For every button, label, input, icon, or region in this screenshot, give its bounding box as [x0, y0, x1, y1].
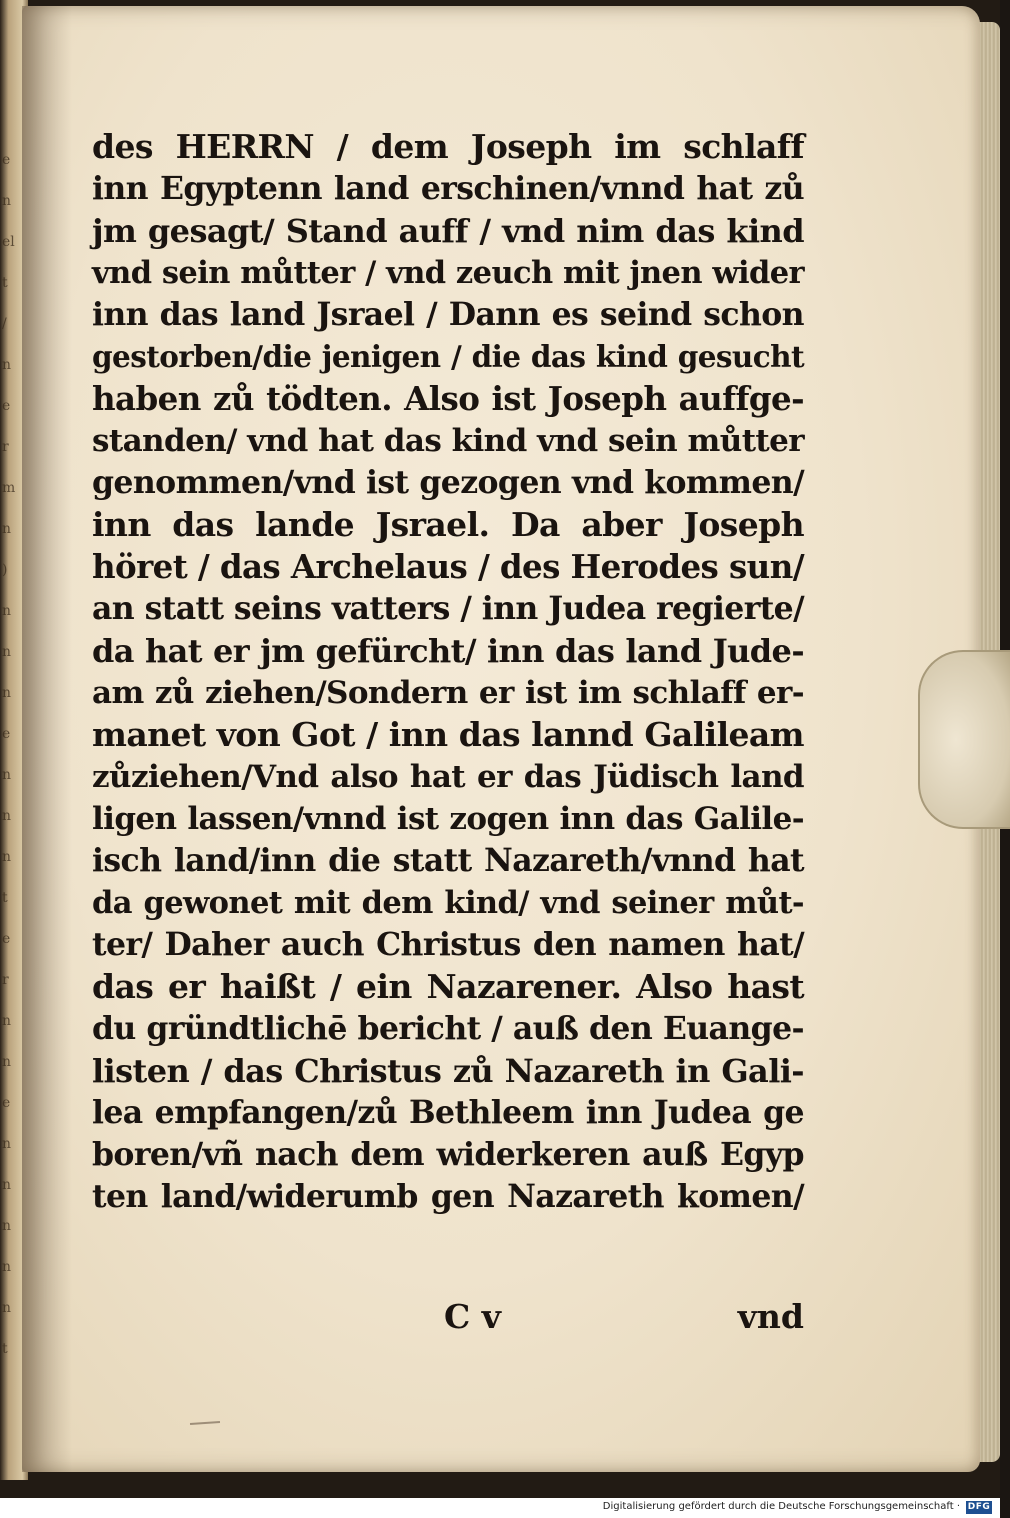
text-line: listen / das Christus zů Nazareth in Gali-	[92, 1052, 804, 1090]
text-line: höret / das Archelaus / des Herodes sun/	[92, 547, 804, 586]
footer-bar	[0, 1498, 1000, 1518]
text-line: lea empfangen/zů Bethleem inn Judea ge	[92, 1094, 804, 1131]
catchword: vnd	[737, 1297, 804, 1336]
text-line: ligen lassen/vnnd ist zogen inn das Galile-	[92, 801, 804, 837]
text-line: haben zů tödten. Also ist Joseph auffge-	[92, 379, 804, 418]
text-line: vnd sein můtter / vnd zeuch mit jnen wider	[92, 255, 804, 291]
text-line: inn das lande Jsrael. Da aber Joseph	[92, 505, 804, 544]
text-line: das er haißt / ein Nazarener. Also hast	[92, 967, 804, 1006]
text-line: da gewonet mit dem kind/ vnd seiner můt-	[92, 885, 804, 921]
text-line: des HERRN / dem Joseph im schlaff	[92, 127, 804, 166]
text-line: boren/vñ nach dem widerkeren auß Egyp	[92, 1136, 804, 1173]
text-line: zůziehen/Vnd also hat er das Jüdisch land	[92, 759, 804, 795]
text-line: gestorben/die jenigen / die das kind gesucht	[92, 339, 804, 374]
text-line: genommen/vnd ist gezogen vnd kommen/	[92, 464, 804, 501]
text-line: manet von Got / inn das lannd Galileam	[92, 715, 804, 754]
text-line: da hat er jm gefürcht/ inn das land Jude-	[92, 632, 804, 670]
signature-line	[92, 1296, 804, 1338]
text-line: ten land/widerumb gen Nazareth komen/	[92, 1178, 804, 1215]
text-line: an statt seins vatters / inn Judea regierte/	[92, 590, 804, 627]
dfg-logo-icon: DFG	[967, 1502, 991, 1512]
text-line: am zů ziehen/Sondern er ist im schlaff er-	[92, 675, 804, 711]
text-line: inn das land Jsrael / Dann es seind schon	[92, 296, 804, 333]
text-line: isch land/inn die statt Nazareth/vnnd hat	[92, 842, 804, 879]
left-page-text-fragments: e n el t / n e r m n ) n n n e n n n t e r n n e n n n n n t	[2, 152, 16, 1357]
text-line: du gründtlichē bericht / auß den Euange-	[92, 1010, 804, 1047]
text-line: standen/ vnd hat das kind vnd sein můtter	[92, 423, 804, 459]
footer-credit: Digitalisierung gefördert durch die Deutsche Forschungsgemeinschaft ·	[602, 1501, 960, 1512]
book-clasp	[918, 650, 1010, 829]
signature-mark: C v	[444, 1297, 501, 1336]
page-text-block	[92, 126, 804, 1218]
text-line: ter/ Daher auch Christus den namen hat/	[92, 926, 804, 963]
page-fold-shadow	[22, 6, 72, 1472]
text-line: jm gesagt/ Stand auff / vnd nim das kind	[92, 212, 804, 250]
text-line: inn Egyptenn land erschinen/vnnd hat zů	[92, 170, 804, 207]
